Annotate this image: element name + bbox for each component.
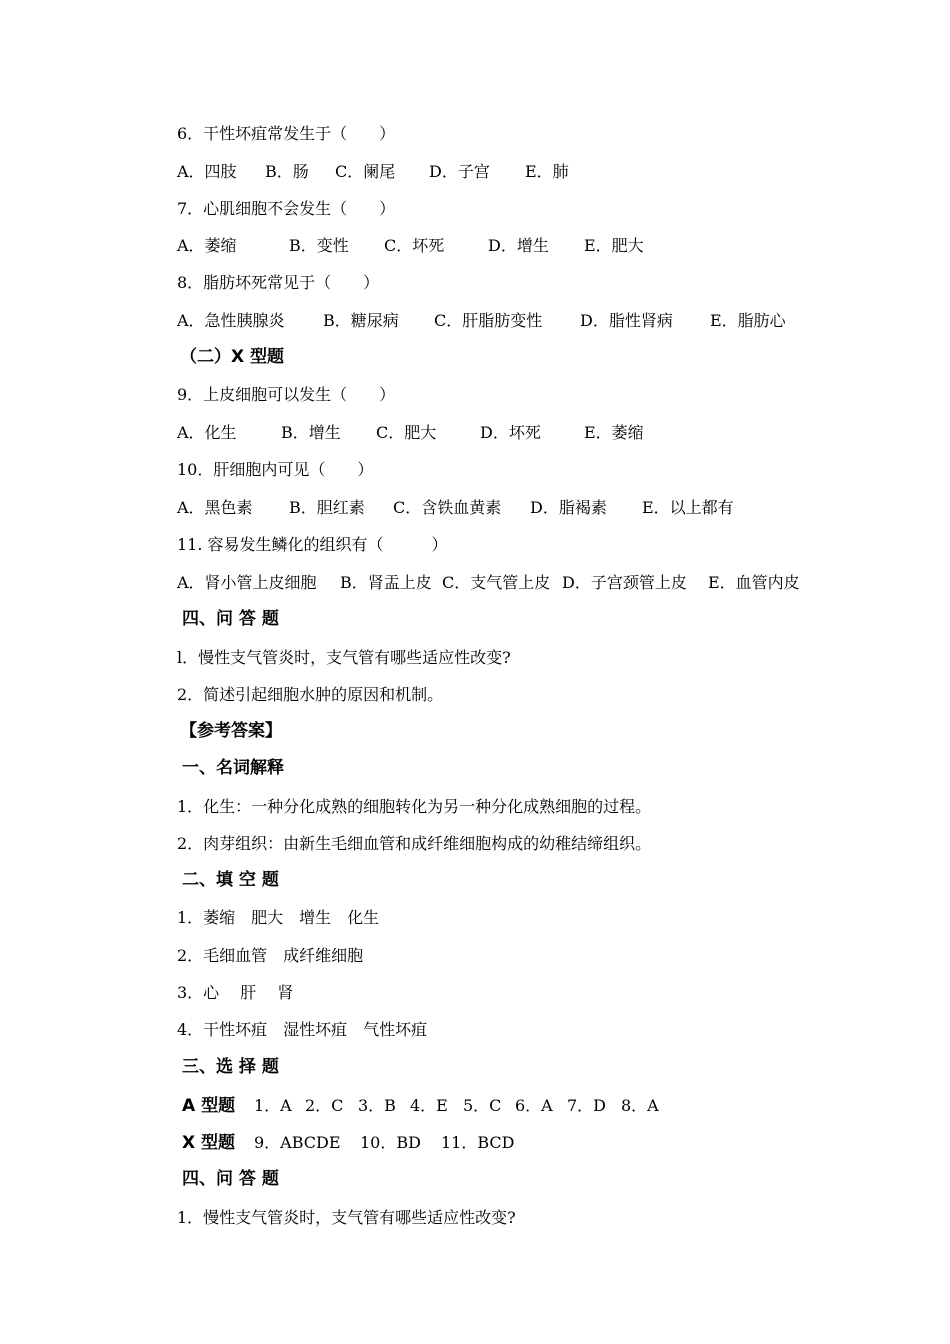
answer-item: 9．ABCDE xyxy=(254,1133,341,1152)
answer-fill-2: 2．毛细血管 成纤维细胞 xyxy=(177,946,364,965)
answer-item: 5．C xyxy=(463,1096,502,1115)
option-a: A．萎缩 xyxy=(177,236,237,255)
question-6-options xyxy=(177,162,569,182)
question-10-options xyxy=(177,498,734,518)
question-11-options xyxy=(177,573,800,593)
option-a: A．肾小管上皮细胞 xyxy=(177,573,317,592)
option-b: B．变性 xyxy=(289,236,349,255)
question-6: 6．干性坏疽常发生于（ ） xyxy=(177,124,396,143)
question-7: 7．心肌细胞不会发生（ ） xyxy=(177,199,396,218)
option-c: C．坏死 xyxy=(384,236,445,255)
answer-item: 11．BCD xyxy=(441,1133,515,1152)
option-d: D．子宫 xyxy=(429,162,490,181)
question-8-options xyxy=(177,311,786,331)
option-b: B．肠 xyxy=(265,162,309,181)
option-a: A．黑色素 xyxy=(177,498,253,517)
a-type-answers xyxy=(182,1096,659,1116)
option-e: E．以上都有 xyxy=(642,498,734,517)
answer-item: 4．E xyxy=(410,1096,448,1115)
option-d: D．增生 xyxy=(488,236,549,255)
option-a: A．急性胰腺炎 xyxy=(177,311,285,330)
x-type-answers xyxy=(182,1133,515,1153)
answer-section-4-heading: 四、问 答 题 xyxy=(182,1169,279,1189)
a-type-label: A 型题 xyxy=(182,1096,236,1116)
question-9-options xyxy=(177,423,644,443)
answer-section-3-heading: 三、选 择 题 xyxy=(182,1057,279,1077)
reference-answers-heading: 【参考答案】 xyxy=(180,721,282,741)
option-c: C．肥大 xyxy=(376,423,437,442)
option-b: B．增生 xyxy=(281,423,341,442)
answer-item: 3．B xyxy=(358,1096,396,1115)
answer-item: 8．A xyxy=(621,1096,659,1115)
option-e: E．肥大 xyxy=(584,236,644,255)
option-e: E．脂肪心 xyxy=(710,311,786,330)
option-c: C．阑尾 xyxy=(335,162,396,181)
answer-term-2: 2．肉芽组织：由新生毛细血管和成纤维细胞构成的幼稚结缔组织。 xyxy=(177,834,652,853)
question-9: 9．上皮细胞可以发生（ ） xyxy=(177,385,396,404)
option-b: B．胆红素 xyxy=(289,498,365,517)
option-e: E．萎缩 xyxy=(584,423,644,442)
question-8: 8．脂肪坏死常见于（ ） xyxy=(177,273,380,292)
option-d: D．子宫颈管上皮 xyxy=(562,573,687,592)
answer-section-1-heading: 一、名词解释 xyxy=(182,758,284,778)
question-7-options xyxy=(177,236,644,256)
option-e: E．血管内皮 xyxy=(708,573,800,592)
answer-item: 10．BD xyxy=(360,1133,421,1152)
answer-item: 2．C xyxy=(305,1096,344,1115)
option-c: C．含铁血黄素 xyxy=(393,498,502,517)
answer-fill-4: 4．干性坏疽 湿性坏疽 气性坏疽 xyxy=(177,1020,428,1039)
section-4-question-1: l．慢性支气管炎时，支气管有哪些适应性改变? xyxy=(177,648,511,667)
answer-fill-3: 3．心 肝 肾 xyxy=(177,983,294,1002)
option-b: B．糖尿病 xyxy=(323,311,399,330)
answer-item: 6．A xyxy=(515,1096,553,1115)
option-d: D．坏死 xyxy=(480,423,541,442)
option-d: D．脂性肾病 xyxy=(580,311,673,330)
option-a: A．四肢 xyxy=(177,162,237,181)
answer-section-2-heading: 二、填 空 题 xyxy=(182,870,279,890)
option-d: D．脂褐素 xyxy=(530,498,607,517)
answer-fill-1: 1．萎缩 肥大 增生 化生 xyxy=(177,908,380,927)
section-4-heading: 四、问 答 题 xyxy=(182,609,279,629)
option-c: C．支气管上皮 xyxy=(442,573,551,592)
answer-term-1: 1．化生：一种分化成熟的细胞转化为另一种分化成熟细胞的过程。 xyxy=(177,797,652,816)
x-type-label: X 型题 xyxy=(182,1133,236,1153)
answer-item: 1．A xyxy=(254,1096,292,1115)
question-10: 10．肝细胞内可见（ ） xyxy=(177,460,374,479)
option-b: B．肾盂上皮 xyxy=(340,573,432,592)
question-11: 11. 容易发生鳞化的组织有（ ） xyxy=(177,535,448,554)
option-c: C．肝脂肪变性 xyxy=(434,311,543,330)
option-e: E．肺 xyxy=(525,162,569,181)
option-a: A．化生 xyxy=(177,423,237,442)
answer-item: 7．D xyxy=(567,1096,607,1115)
answer-essay-1: 1．慢性支气管炎时，支气管有哪些适应性改变? xyxy=(177,1208,516,1227)
section-4-question-2: 2．简述引起细胞水肿的原因和机制。 xyxy=(177,685,444,704)
x-type-heading: （二）X 型题 xyxy=(180,347,285,367)
